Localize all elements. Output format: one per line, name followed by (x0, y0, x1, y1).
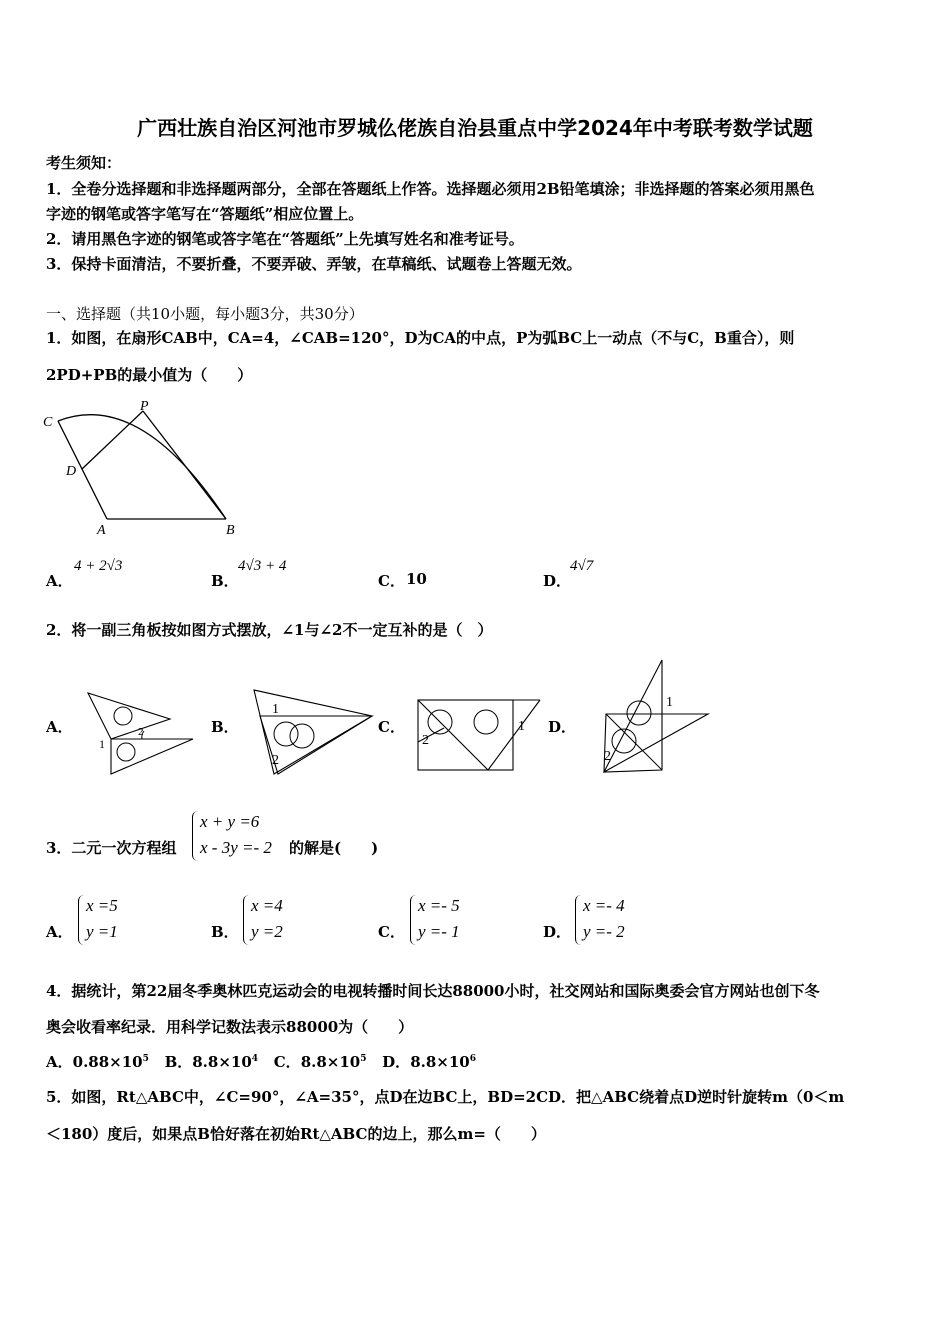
q4-option-b-exp: 4 (251, 1054, 259, 1064)
q2-option-c-letter: C． (378, 718, 405, 736)
q3-option-d-row1: x =- 4 (583, 896, 625, 915)
q4-option-a-exp: 5 (142, 1054, 149, 1064)
q3-equation-system (192, 809, 272, 861)
angle-2-label: 2 (422, 733, 429, 748)
q4-option-d-exp: 6 (469, 1054, 476, 1064)
q1-option-c-letter: C． (378, 572, 405, 590)
q2-figure-b[interactable] (250, 686, 380, 780)
q4-option-d-base: 8.8×10 (410, 1053, 470, 1071)
angle-1-label: 1 (272, 702, 279, 717)
q2-text: 2．将一副三角板按如图方式摆放，∠1与∠2不一定互补的是（ ） (46, 621, 493, 639)
q3-option-c-system[interactable] (410, 893, 460, 945)
q4-option-d[interactable] (382, 1053, 476, 1071)
q5-line2: ＜180）度后，如果点B恰好落在初始Rt△ABC的边上，那么m=（ ） (46, 1125, 546, 1143)
q4-option-c-letter: C． (273, 1053, 301, 1071)
q4-option-a[interactable] (46, 1053, 149, 1071)
q3-option-a-row2: y =1 (86, 922, 118, 941)
angle-2-label: 2 (272, 753, 279, 768)
notice-item-1: 1．全卷分选择题和非选择题两部分，全部在答题纸上作答。选择题必须用2B铅笔填涂；非选择题的答案必须用黑色 (46, 180, 815, 198)
q4-option-d-letter: D． (382, 1053, 411, 1071)
q3-option-c-letter: C． (378, 923, 405, 941)
label-d: D (66, 464, 77, 479)
q2-option-a-letter: A． (46, 718, 73, 736)
q3-option-b-letter: B． (211, 923, 239, 941)
q3-option-d-letter: D． (543, 923, 572, 941)
q1-sector-figure (40, 395, 250, 540)
q3-eq1: x + y =6 (200, 812, 260, 831)
q4-option-b[interactable] (165, 1053, 259, 1071)
angle-2-label: 2 (604, 749, 611, 764)
q3-suffix: 的解是( ) (289, 839, 379, 857)
q3-option-c-row2: y =- 1 (418, 922, 460, 941)
q1-line2: 2PD+PB的最小值为（ ） (46, 366, 253, 384)
q3-prefix: 3．二元一次方程组 (46, 839, 177, 857)
q4-option-c-base: 8.8×10 (300, 1053, 361, 1071)
notice-item-2: 2．请用黑色字迹的钢笔或答字笔在“答题纸”上先填写姓名和准考证号。 (46, 230, 524, 248)
angle-1-label: 1 (518, 719, 525, 734)
q4-option-b-letter: B． (164, 1053, 193, 1071)
q2-figure-c[interactable] (414, 694, 544, 776)
label-b: B (226, 523, 235, 538)
q4-option-a-letter: A． (46, 1053, 73, 1071)
q4-option-b-base: 8.8×10 (192, 1053, 252, 1071)
q2-figure-a[interactable] (84, 688, 199, 780)
q3-option-b-system[interactable] (243, 893, 283, 945)
q4-option-c[interactable] (274, 1053, 367, 1071)
q4-line1: 4．据统计，第22届冬季奥林匹克运动会的电视转播时间长达88000小时，社交网站和国际奥委会官方网站也创下冬 (46, 982, 820, 1000)
q3-option-a-system[interactable] (78, 893, 118, 945)
q3-option-b-row2: y =2 (251, 922, 283, 941)
q3-option-a-row1: x =5 (86, 896, 118, 915)
notice-item-1-cont: 字迹的钢笔或答字笔写在“答题纸”相应位置上。 (46, 205, 364, 223)
q3-option-b-row1: x =4 (251, 896, 283, 915)
q3-option-d-system[interactable] (575, 893, 625, 945)
q2-figure-d[interactable] (598, 656, 713, 776)
q1-option-b-letter: B． (211, 572, 239, 590)
q4-options (46, 1051, 476, 1072)
q3-option-a-letter: A． (46, 923, 73, 941)
notice-item-3: 3．保持卡面清洁，不要折叠，不要弄破、弄皱，在草稿纸、试题卷上答题无效。 (46, 255, 582, 273)
q5-line1: 5．如图，Rt△ABC中，∠C=90°，∠A=35°，点D在边BC上，BD=2CD．把△ABC绕着点D逆时针旋转m（0＜m (46, 1088, 845, 1106)
label-c: C (43, 415, 53, 430)
q1-option-b-value[interactable]: 4√3 + 4 (238, 558, 287, 574)
angle-2-label: 2 (138, 726, 144, 738)
q4-option-c-exp: 5 (360, 1054, 367, 1064)
q4-option-a-base: 0.88×10 (72, 1053, 143, 1071)
q1-line1: 1．如图，在扇形CAB中，CA=4，∠CAB=120°，D为CA的中点，P为弧BC上一动点（不与C，B重合），则 (46, 329, 795, 347)
q3-eq2: x - 3y =- 2 (200, 838, 272, 857)
q1-option-a-letter: A． (46, 572, 73, 590)
angle-1-label: 1 (666, 695, 673, 710)
label-p: P (140, 399, 149, 414)
q1-option-d-letter: D． (543, 572, 572, 590)
q1-option-d-value[interactable]: 4√7 (570, 558, 594, 574)
q1-option-c-value[interactable]: 10 (406, 570, 427, 588)
label-a: A (97, 523, 106, 538)
q1-option-a-value[interactable]: 4 + 2√3 (74, 558, 123, 574)
angle-1-label: 1 (99, 737, 105, 751)
page-title: 广西壮族自治区河池市罗城仫佬族自治县重点中学2024年中考联考数学试题 (137, 116, 813, 140)
notice-heading: 考生须知： (46, 154, 122, 172)
q3-option-d-row2: y =- 2 (583, 922, 625, 941)
q3-option-c-row1: x =- 5 (418, 896, 460, 915)
q2-option-d-letter: D． (548, 718, 577, 736)
section-heading: 一、选择题（共10小题，每小题3分，共30分） (46, 305, 364, 323)
q2-option-b-letter: B． (211, 718, 239, 736)
q4-line2: 奥会收看率纪录．用科学记数法表示88000为（ ） (46, 1018, 414, 1036)
